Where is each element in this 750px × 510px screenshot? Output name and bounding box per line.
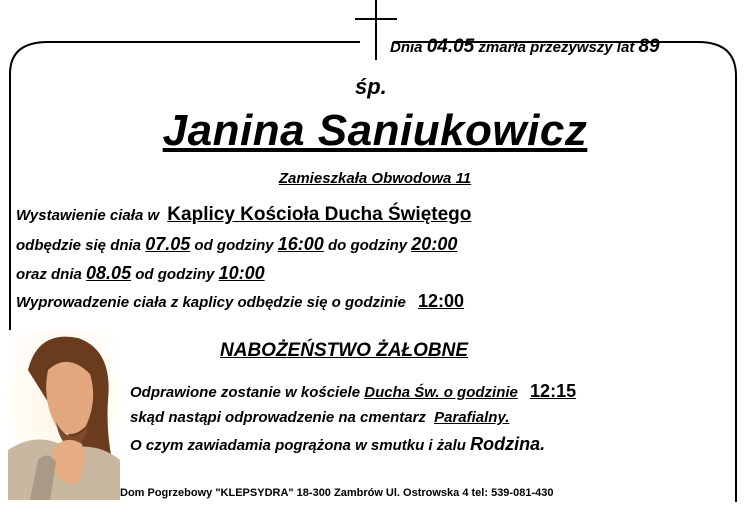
service-line-1: Odprawione zostanie w kościele Ducha Św. o godzinie 12:15 bbox=[130, 381, 577, 401]
day1-line: odbędzie się dnia 07.05 od godziny 16:00 do godziny 20:00 bbox=[16, 234, 458, 254]
cross-icon bbox=[375, 0, 377, 60]
funeral-home-footer: Dom Pogrzebowy "KLEPSYDRA" 18-300 Zambrów Ul. Ostrowska 4 tel: 539-081-430 bbox=[120, 487, 554, 499]
service-line-2: skąd nastąpi odprowadzenie na cmentarz Parafialny. bbox=[130, 409, 510, 426]
cross-bar bbox=[355, 18, 397, 20]
residence: Zamieszkała Obwodowa 11 bbox=[278, 170, 472, 187]
service-heading: NABOŻEŃSTWO ŻAŁOBNE bbox=[220, 340, 469, 361]
death-info: Dnia 04.05 zmarła przeżywszy lat 89 bbox=[390, 36, 660, 57]
age: 89 bbox=[638, 36, 660, 57]
death-date: 04.05 bbox=[426, 36, 475, 57]
deceased-name: Janina Saniukowicz bbox=[162, 106, 588, 155]
service-line-3: O czym zawiadamia pogrążona w smutku i żalu Rodzina. bbox=[130, 434, 546, 454]
honorific: śp. bbox=[355, 74, 387, 99]
viewing-line: Wystawienie ciała w Kaplicy Kościoła Ducha Świętego bbox=[16, 204, 472, 225]
departure-line: Wyprowadzenie ciała z kaplicy odbędzie się o godzinie 12:00 bbox=[16, 291, 465, 311]
viewing-place: Kaplicy Kościoła Ducha Świętego bbox=[167, 204, 472, 225]
day2-line: oraz dnia 08.05 od godziny 10:00 bbox=[16, 263, 265, 283]
praying-figure-image bbox=[8, 330, 120, 500]
